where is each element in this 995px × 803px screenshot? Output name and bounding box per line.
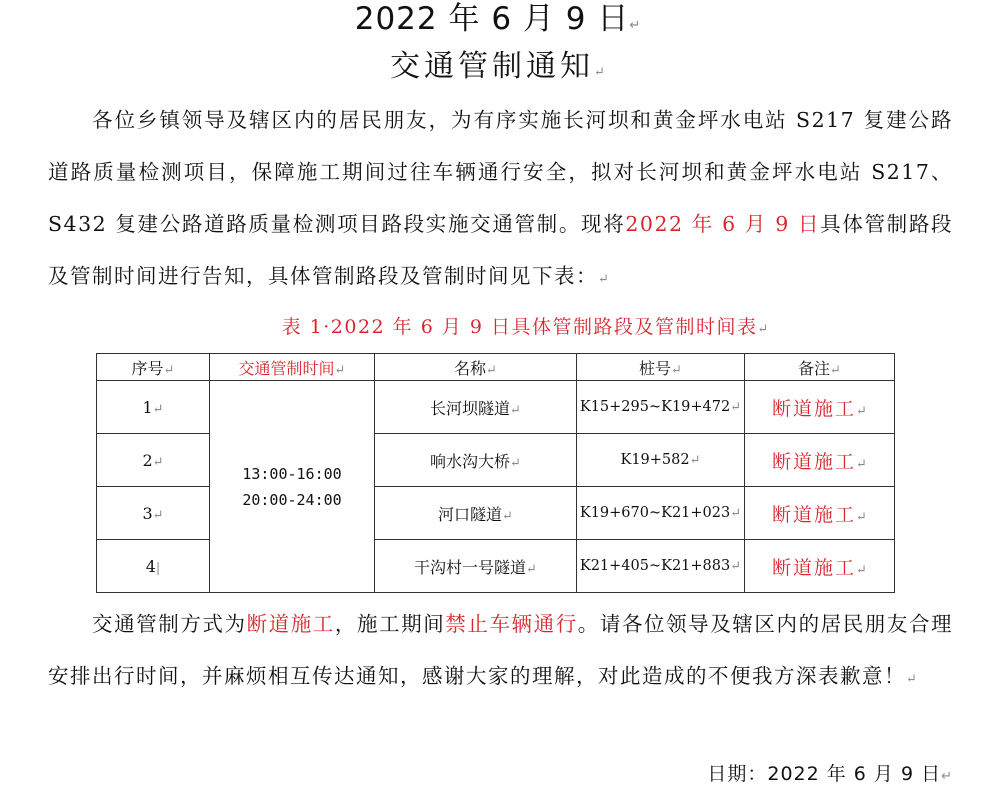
header-stake: 桩号↵ xyxy=(577,354,745,381)
table-header-row xyxy=(97,354,895,381)
row-note: 断道施工↵ xyxy=(745,434,895,487)
row-name: 河口隧道↵ xyxy=(375,487,577,540)
row-note: 断道施工↵ xyxy=(745,381,895,434)
traffic-control-table xyxy=(96,353,895,593)
signature-date xyxy=(600,757,952,794)
paragraph-mark-icon: ↵ xyxy=(629,18,641,33)
signature-label: 日期： xyxy=(707,763,768,785)
signature-date-text: 2022 年 6 月 9 日 xyxy=(767,763,942,785)
table-row xyxy=(97,381,895,434)
header-time: 交通管制时间↵ xyxy=(210,354,375,381)
row-stake: K21+405~K21+883↵ xyxy=(577,540,745,593)
control-time-cell xyxy=(210,381,375,593)
document-date-heading xyxy=(0,0,995,45)
row-seq: 3↵ xyxy=(97,487,210,540)
document-title xyxy=(0,46,995,94)
intro-date-highlight: 2022 年 6 月 9 日 xyxy=(625,212,821,236)
paragraph-mark-icon: ↵ xyxy=(941,769,952,784)
row-note: 断道施工↵ xyxy=(745,540,895,593)
row-name: 长河坝隧道↵ xyxy=(375,381,577,434)
row-seq: 2↵ xyxy=(97,434,210,487)
heading-date-text: 2022 年 6 月 9 日 xyxy=(354,1,630,37)
closing-highlight-road-closed: 断道施工 xyxy=(246,612,335,636)
table-caption-text: 表 1·2022 年 6 月 9 日具体管制路段及管制时间表 xyxy=(281,316,758,338)
row-stake: K19+582↵ xyxy=(577,434,745,487)
time-period-2: 20:00-24:00 xyxy=(242,490,342,509)
row-name: 响水沟大桥↵ xyxy=(375,434,577,487)
row-note: 断道施工↵ xyxy=(745,487,895,540)
header-note: 备注↵ xyxy=(745,354,895,381)
header-name: 名称↵ xyxy=(375,354,577,381)
header-seq: 序号↵ xyxy=(97,354,210,381)
title-text: 交通管制通知 xyxy=(390,49,595,84)
table-caption xyxy=(0,310,995,347)
intro-paragraph xyxy=(48,94,953,306)
closing-text-1: 交通管制方式为 xyxy=(92,612,247,636)
row-seq: 4| xyxy=(97,540,210,593)
intro-text-after: 具体管制路段及管制时间进行告知，具体管制路段及管制时间见下表： xyxy=(48,212,954,288)
closing-paragraph xyxy=(48,598,953,706)
time-period-1: 13:00-16:00 xyxy=(242,464,342,483)
intro-text-before: 各位乡镇领导及辖区内的居民朋友，为有序实施长河坝和黄金坪水电站 S217 复建公路道路质量检测项目，保障施工期间过往车辆通行安全，拟对长河坝和黄金坪水电站 S217、S432 复建公路道路质量检测项目路段实施交通管制。现将 xyxy=(48,108,953,236)
paragraph-mark-icon: ↵ xyxy=(594,65,605,80)
closing-text-2: ，施工期间 xyxy=(334,612,446,636)
row-stake: K19+670~K21+023↵ xyxy=(577,487,745,540)
row-stake: K15+295~K19+472↵ xyxy=(577,381,745,434)
closing-text-3: 。请各位领导及辖区内的居民朋友合理安排出行时间，并麻烦相互传达通知，感谢大家的理解，对此造成的不便我方深表歉意！ xyxy=(48,612,954,688)
row-seq: 1↵ xyxy=(97,381,210,434)
paragraph-mark-icon: ↵ xyxy=(906,672,917,687)
paragraph-mark-icon: ↵ xyxy=(757,322,769,337)
closing-highlight-no-traffic: 禁止车辆通行 xyxy=(445,612,578,636)
row-name: 干沟村一号隧道↵ xyxy=(375,540,577,593)
paragraph-mark-icon: ↵ xyxy=(598,272,609,287)
